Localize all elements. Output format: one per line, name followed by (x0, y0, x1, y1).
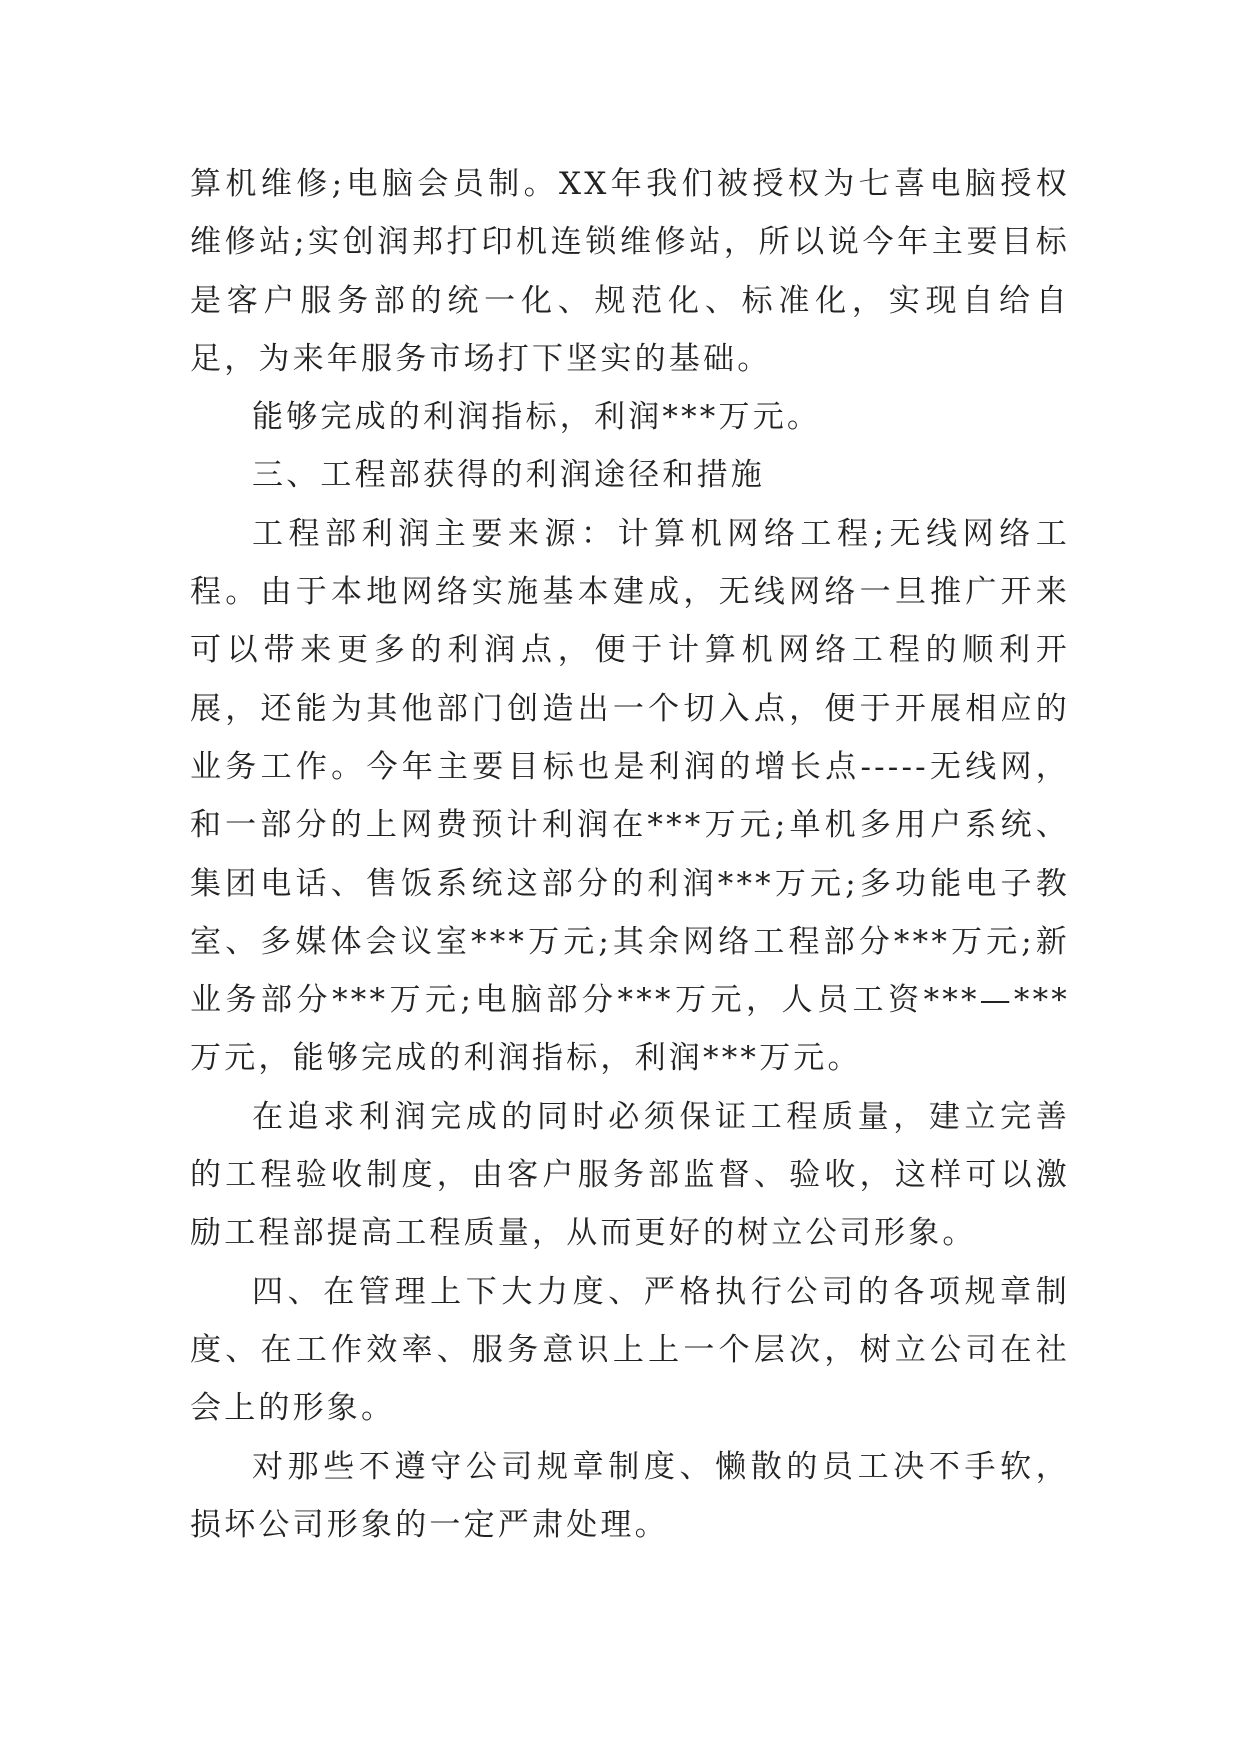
section-heading-4: 四、在管理上下大力度、严格执行公司的各项规章制度、在工作效率、服务意识上上一个层次，树立公司在社会上的形象。 (190, 1273, 1070, 1427)
paragraph-2: 能够完成的利润指标，利润***万元。 (252, 399, 822, 436)
document-body (190, 155, 1070, 1554)
section-heading-3: 三、工程部获得的利润途径和措施 (252, 457, 765, 494)
paragraph-5: 在追求利润完成的同时必须保证工程质量，建立完善的工程验收制度，由客户服务部监督、验收，这样可以激励工程部提高工程质量，从而更好的树立公司形象。 (190, 1098, 1070, 1252)
paragraph-7: 对那些不遵守公司规章制度、懒散的员工决不手软，损坏公司形象的一定严肃处理。 (190, 1448, 1070, 1543)
paragraph-1: 算机维修;电脑会员制。XX年我们被授权为七喜电脑授权维修站;实创润邦打印机连锁维修站，所以说今年主要目标是客户服务部的统一化、规范化、标准化，实现自给自足，为来年服务市场打下坚实的基础。 (190, 166, 1070, 377)
paragraph-4: 工程部利润主要来源：计算机网络工程;无线网络工程。由于本地网络实施基本建成，无线网络一旦推广开来可以带来更多的利润点，便于计算机网络工程的顺利开展，还能为其他部门创造出一个切入点，便于开展相应的业务工作。今年主要目标也是利润的增长点-----无线网，和一部分的上网费预计利润在***万元;单机多用户系统、集团电话、售饭系统这部分的利润***万元;多功能电子教室、多媒体会议室***万元;其余网络工程部分***万元;新业务部分***万元;电脑部分***万元，人员工资***—***万元，能够完成的利润指标，利润***万元。 (190, 515, 1070, 1077)
